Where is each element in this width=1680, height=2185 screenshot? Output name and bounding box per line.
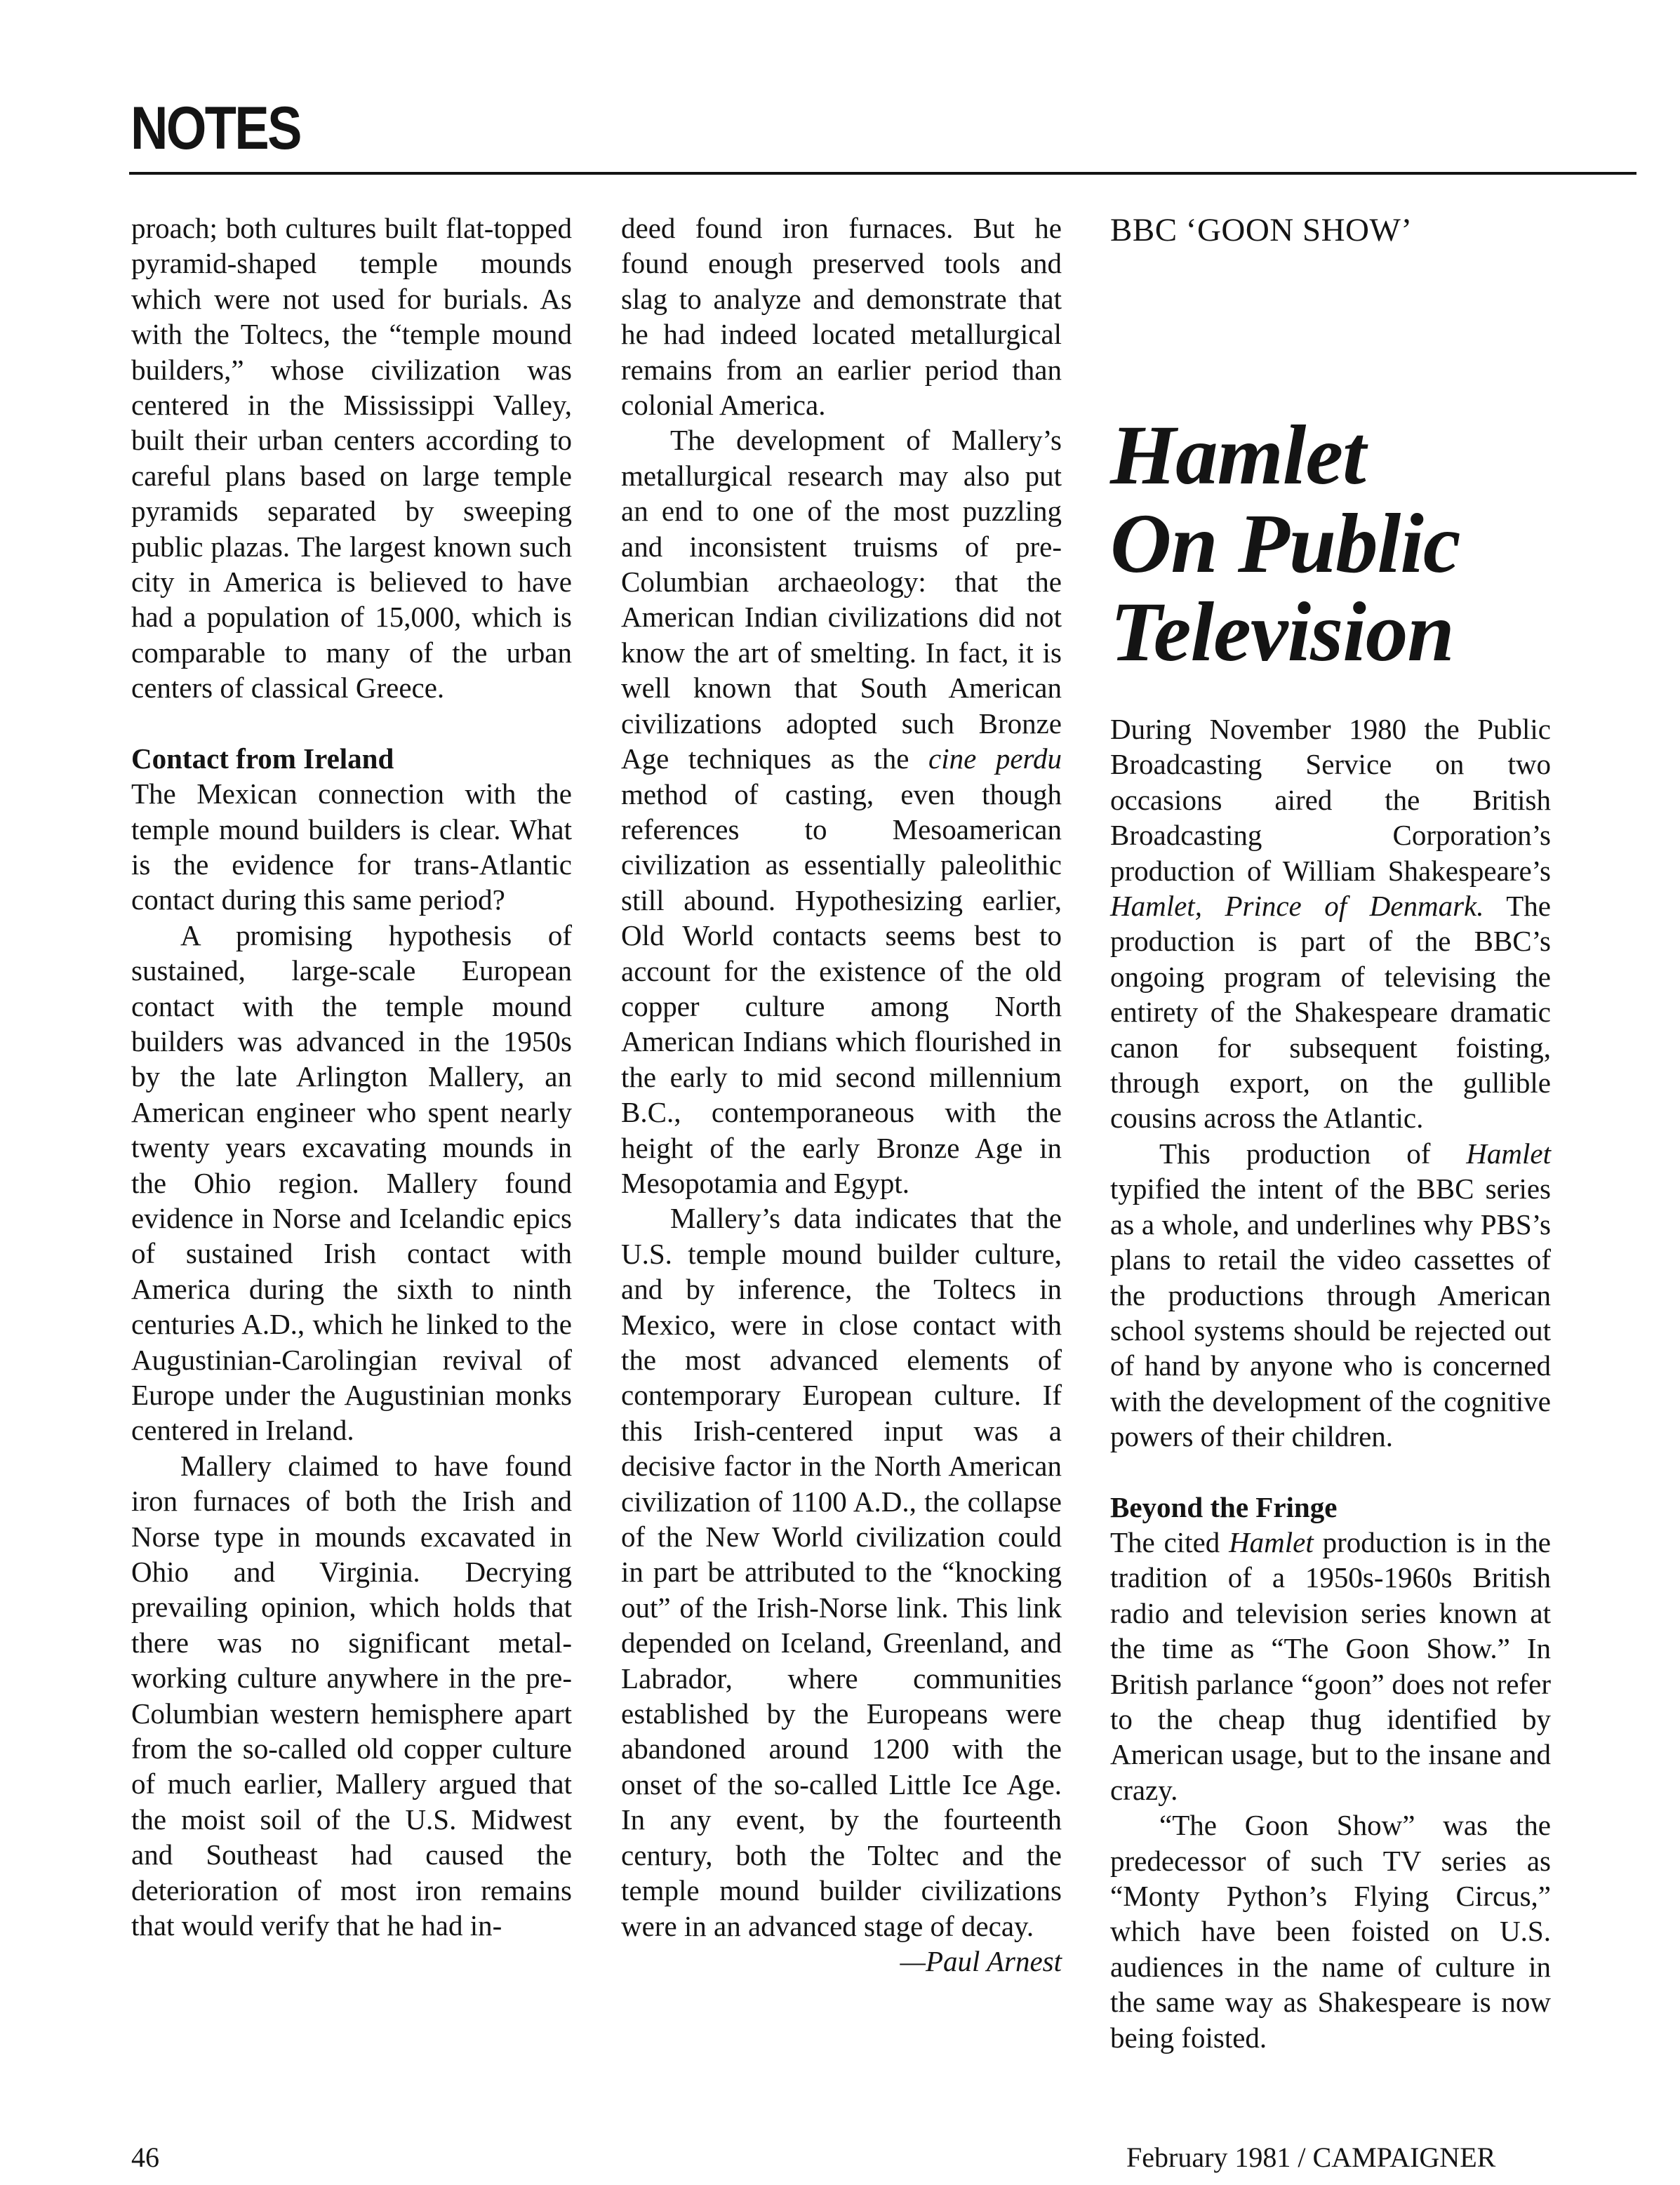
column-2 (621, 211, 1062, 1979)
col3-p3-italic: Hamlet (1229, 1525, 1314, 1558)
header-rule (129, 172, 1636, 175)
col2-paragraph-3: Mallery’s data indicates that the U.S. temple mound builder culture, and by inference, the Toltecs in Mexico, were in close contact with the most advanced elements of contemporary European culture. If this Irish-centered input was a decisive factor in the North American civilization of 1100 A.D., the collapse of the New World civilization could in part be attributed to the “knocking out” of the Irish-Norse link. This link depended on Iceland, Greenland, and Labrador, where communities established by the Europeans were abandoned around 1200 with the onset of the so-called Little Ice Age. In any event, by the fourteenth century, both the Toltec and the temple mound builder civilizations were in an advanced stage of decay. (621, 1202, 1062, 1942)
col2-paragraph-2 (621, 422, 1062, 1201)
col1-paragraph-2: The Mexican connection with the temple mound builders is clear. What is the evidence for trans-Atlantic contact during this same period? (131, 777, 572, 916)
headline-line-2: On Public (1110, 497, 1460, 591)
section-title: NOTES (131, 95, 300, 162)
col1-subhead: Contact from Ireland (131, 742, 394, 775)
col3-paragraph-1 (1110, 711, 1551, 1136)
column-3 (1110, 211, 1551, 2055)
byline: —Paul Arnest (900, 1944, 1062, 1977)
col3-p3-text-a: The cited (1110, 1525, 1229, 1558)
kicker: BBC ‘GOON SHOW’ (1110, 212, 1413, 248)
col1-spacer (131, 706, 572, 741)
article-headline (1110, 408, 1551, 679)
headline-line-3: Television (1110, 585, 1454, 679)
col1-paragraph-4: Mallery claimed to have found iron furnaces of both the Irish and Norse type in mounds excavated in Ohio and Virginia. Decrying prevailing opinion, which holds that there was no significant metal-working culture anywhere in the pre-Columbian western hemisphere apart from the so-called old copper culture of much earlier, Mallery argued that the moist soil of the U.S. Midwest and Southeast had caused the deterioration of most iron remains that would verify that he had in- (131, 1449, 572, 1942)
column-1 (131, 211, 572, 1944)
col1-paragraph-1: proach; both cultures built flat-topped pyramid-shaped temple mounds which were not used for burials. As with the Toltecs, the “temple mound builders,” whose civilization was centered in the Mississippi Valley, built their urban centers according to careful plans based on large temple pyramids separated by sweeping public plazas. The largest known such city in America is believed to have had a population of 15,000, which is comparable to many of the urban centers of classical Greece. (131, 212, 572, 704)
headline-spacer (1110, 676, 1551, 711)
col3-spacer (1110, 1455, 1551, 1490)
col3-paragraph-3 (1110, 1525, 1551, 1808)
col3-p1-italic: Hamlet, Prince of Denmark. (1110, 890, 1484, 923)
col2-p2-italic: cine perdu (928, 742, 1062, 775)
col3-p2-text-b: typified the intent of the BBC series as a whole, and underlines why PBS’s plans to retail the video cassettes of the productions through American school systems should be rejected out of hand by anyone who is concerned with the development of the cognitive powers of their children. (1110, 1172, 1551, 1453)
issue-line: February 1981 / CAMPAIGNER (1126, 2141, 1496, 2173)
page-number: 46 (131, 2141, 159, 2173)
headline-line-1: Hamlet (1110, 408, 1366, 502)
col3-p2-italic: Hamlet (1466, 1137, 1551, 1170)
col3-p3-text-b: production is in the tradition of a 1950s-1960s British radio and television series known at the time as “The Goon Show.” In British parlance “goon” does not refer to the cheap thug identified by American usage, but to the insane and crazy. (1110, 1525, 1551, 1806)
col3-subhead: Beyond the Fringe (1110, 1490, 1338, 1523)
col2-paragraph-1: deed found iron furnaces. But he found enough preserved tools and slag to analyze and demonstrate that he had indeed located metallurgical remains from an earlier period than colonial America. (621, 212, 1062, 422)
col3-paragraph-4: “The Goon Show” was the predecessor of such TV series as “Monty Python’s Flying Circus,” which have been foisted on U.S. audiences in the name of culture in the same way as Shakespeare is now being foisted. (1110, 1809, 1551, 2054)
col3-paragraph-2 (1110, 1136, 1551, 1455)
col1-paragraph-3: A promising hypothesis of sustained, large-scale European contact with the temple mound builders was advanced in the 1950s by the late Arlington Mallery, an American engineer who spent nearly twenty years excavating mounds in the Ohio region. Mallery found evidence in Norse and Icelandic epics of sustained Irish contact with America during the sixth to ninth centuries A.D., which he linked to the Augustinian-Carolingian revival of Europe under the Augustinian monks centered in Ireland. (131, 918, 572, 1447)
col3-p2-text-a: This production of (1159, 1137, 1467, 1170)
col2-p2-text-b: method of casting, even though references to Mesoamerican civilization as essentially paleolithic still abound. Hypothesizing earlier, Old World contacts seems best to account for the existence of the old copper culture among North American Indians which flourished in the early to mid second millennium B.C., contemporaneous with the height of the early Bronze Age in Mesopotamia and Egypt. (621, 777, 1062, 1199)
col3-p1-text-b: The production is part of the BBC’s ongoing program of televising the entirety of the Shakespeare dramatic canon for subsequent foisting, through export, on the gullible cousins across the Atlantic. (1110, 890, 1551, 1135)
col3-p1-text-a: During November 1980 the Public Broadcasting Service on two occasions aired the British Broadcasting Corporation’s production of William Shakespeare’s (1110, 713, 1551, 887)
col2-p2-text-a: The development of Mallery’s metallurgical research may also put an end to one of the most puzzling and inconsistent truisms of pre-Columbian archaeology: that the American Indian civilizations did not know the art of smelting. In fact, it is well known that South American civilizations adopted such Bronze Age techniques as the (621, 424, 1062, 775)
